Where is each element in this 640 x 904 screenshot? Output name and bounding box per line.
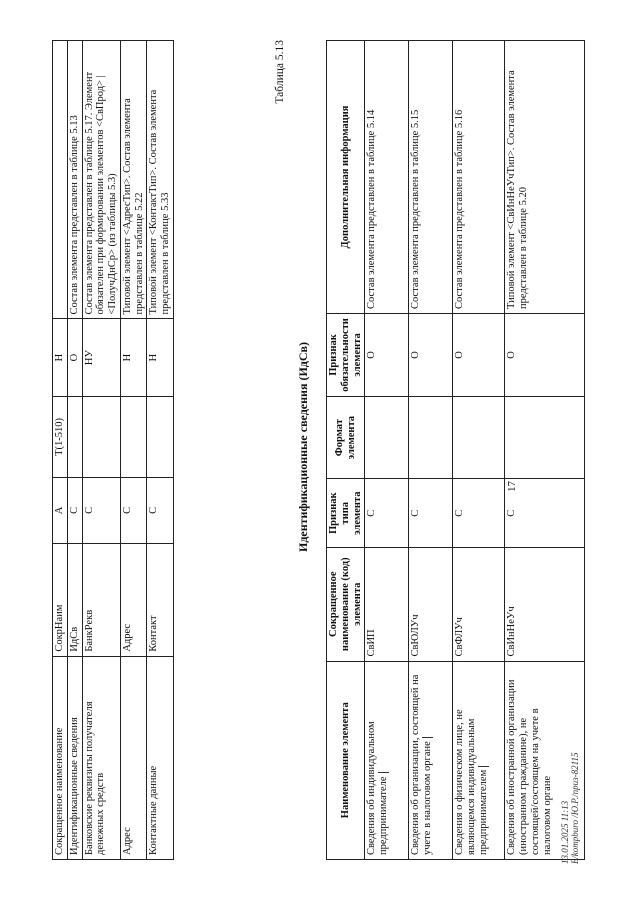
table-row: Контактные данные Контакт С Н Типовой элемент <КонтактТип>. Состав элемента представлен в таблице 5.33 <box>147 41 174 860</box>
table-row: Идентификационные сведения ИдСв С О Состав элемента представлен в таблице 5.13 <box>67 41 82 860</box>
text-cursor <box>422 737 433 738</box>
text-cursor <box>478 766 489 767</box>
col-header-format: Формат элемента <box>327 396 365 479</box>
table-identification <box>326 40 585 860</box>
table-row: Адрес Адрес С Н Типовой элемент <АдресТип>. Состав элемента представлен в таблице 5.22 <box>120 41 147 860</box>
rotated-page <box>40 22 600 872</box>
col-header-info: Дополнительная информация <box>327 41 365 314</box>
col-header-req: Признак обязательности элемента <box>327 313 365 396</box>
table-caption: Таблица 5.13 <box>274 40 286 104</box>
text-cursor <box>378 772 389 773</box>
table-row: Сведения об индивидуальном предпринимателе СвИП С О Состав элемента представлен в таблице 5.14 <box>365 41 409 860</box>
table-row: Банковские реквизиты получателя денежных средств БанкРекв С НУ Состав элемента представлен в таблице 5.17. Элемент обязателен при формировании элементов <СвПрод> | <ПолучДнСр> (из таблицы 5.3) <box>82 41 120 860</box>
col-header-name: Наименование элемента <box>327 661 365 859</box>
table-row: Сведения об организации, состоящей на учете в налоговом органе СвЮЛУч С О Состав элемента представлен в таблице 5.15 <box>409 41 453 860</box>
table-row: Сведения о физическом лице, не являющемся индивидуальным предпринимателем СвФЛУч С О Состав элемента представлен в таблице 5.16 <box>453 41 505 860</box>
print-stamp: 13.01.2025 11:13 Б/kompburo /Ю.Р./приз-82115 <box>560 752 581 864</box>
table-row: Сведения об иностранной организации (иностранном гражданине), не состоящей/состоящем на учете в налоговом органе СвИнНеУч С О Типовой элемент <СвИнНеУчТип>. Состав элемента представлен в таблице 5.20 <box>505 41 585 860</box>
table-header-row <box>327 41 365 860</box>
col-header-type: Признак типа элемента <box>327 479 365 548</box>
table-row: Сокращенное наименование СокрНаим А T(1-510) Н <box>53 41 68 860</box>
table-title: Идентификационные сведения (ИдСв) <box>296 342 310 552</box>
page-number: 17 <box>506 481 518 492</box>
col-header-code: Сокращенное наименование (код) элемента <box>327 547 365 661</box>
table-continuation <box>52 40 174 860</box>
